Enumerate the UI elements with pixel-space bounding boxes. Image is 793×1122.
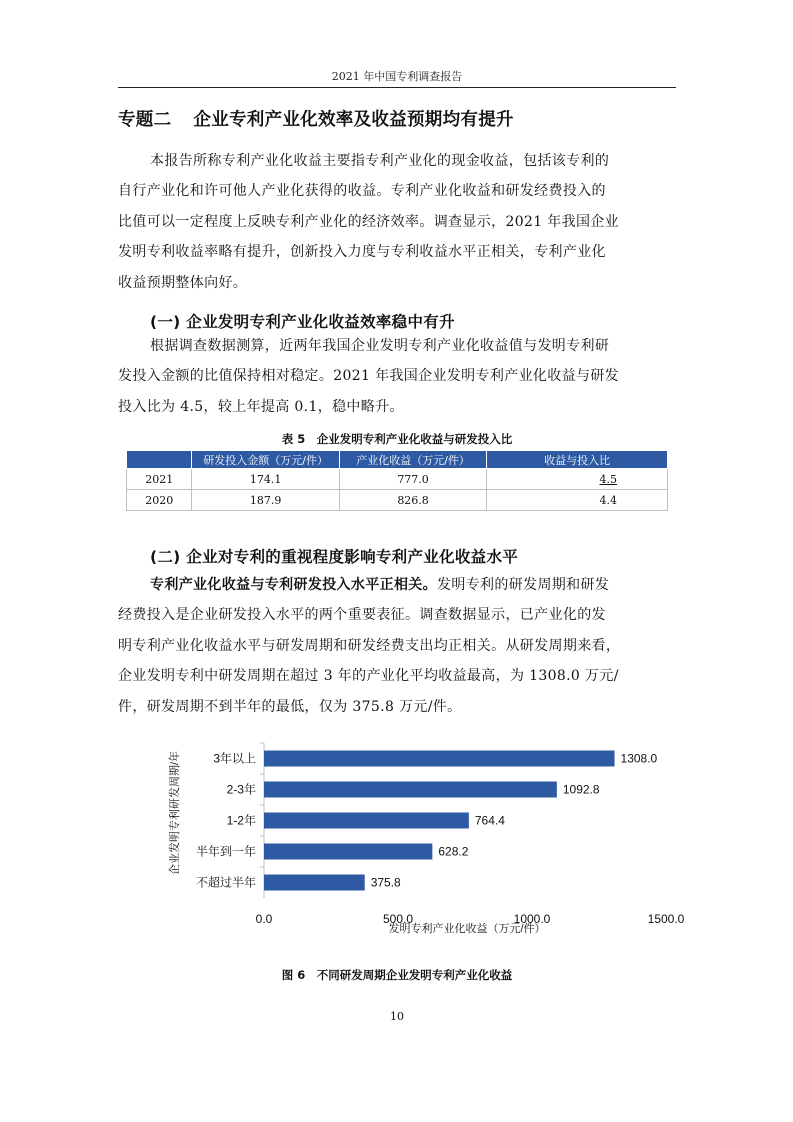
subsection-1-title: (一) 企业发明专利产业化收益效率稳中有升	[150, 313, 455, 331]
table-cell: 2021	[127, 469, 192, 490]
header-rule	[118, 87, 676, 88]
category-label: 1-2年	[226, 813, 256, 828]
bar-chart	[150, 735, 710, 950]
x-tick-label: 0.0	[255, 912, 273, 926]
paragraph-line: 件，研发周期不到半年的最低，仅为 375.8 万元/件。	[118, 698, 462, 715]
x-tick-label: 1000.0	[513, 912, 551, 926]
table-cell: 174.1	[192, 469, 339, 490]
paragraph-line: 投入比为 4.5，较上年提高 0.1，稳中略升。	[118, 398, 404, 415]
paragraph-line: 企业发明专利中研发周期在超过 3 年的产业化平均收益最高，为 1308.0 万元/	[118, 668, 619, 685]
value-label: 1092.8	[562, 782, 600, 797]
x-tick-label: 500.0	[382, 912, 414, 926]
intro-line: 自行产业化和许可他人产业化获得的收益。专利产业化收益和研发经费投入的	[118, 183, 606, 200]
table-row	[127, 469, 668, 490]
table-cell	[487, 469, 668, 490]
table-header-cell: 研发投入金额（万元/件）	[192, 451, 339, 469]
category-label: 3年以上	[213, 751, 256, 766]
value-label: 1308.0	[620, 751, 658, 766]
section-title	[118, 106, 514, 131]
subsection-1-paragraph	[118, 331, 676, 422]
table-cell: 187.9	[192, 490, 339, 511]
table-cell: 4.4	[487, 490, 668, 511]
intro-line: 比值可以一定程度上反映专利产业化的经济效率。调查显示，2021 年我国企业	[118, 213, 620, 230]
intro-line: 发明专利收益率略有提升，创新投入力度与专利收益水平正相关，专利产业化	[118, 244, 606, 261]
table-cell: 777.0	[339, 469, 486, 490]
table-header-cell: 收益与投入比	[487, 451, 668, 469]
paragraph-line: 根据调查数据测算，近两年我国企业发明专利产业化收益值与发明专利研	[150, 338, 610, 354]
bar	[264, 844, 432, 860]
intro-paragraph	[118, 146, 676, 298]
subsection-2-title: (二) 企业对专利的重视程度影响专利产业化收益水平	[150, 548, 519, 566]
running-header: 2021 年中国专利调查报告	[331, 70, 463, 83]
subsection-2-paragraph	[118, 570, 676, 722]
paragraph-text: 发明专利的研发周期和研发	[437, 577, 610, 593]
bar	[264, 782, 557, 798]
chart-plot-area	[196, 743, 685, 926]
page-number: 10	[390, 1010, 404, 1023]
section-title-text: 企业专利产业化效率及收益预期均有提升	[193, 110, 514, 130]
table-header-cell: 产业化收益（万元/件）	[339, 451, 486, 469]
table-row	[127, 490, 668, 511]
lead-sentence: 专利产业化收益与专利研发投入水平正相关。	[150, 577, 437, 593]
category-label: 不超过半年	[195, 875, 256, 890]
value-label: 628.2	[438, 844, 469, 859]
value-label: 375.8	[370, 875, 401, 890]
paragraph-line: 明专利产业化收益水平与研发周期和研发经费支出均正相关。从研发周期来看，	[118, 637, 621, 654]
bar	[264, 875, 365, 891]
paragraph-line	[118, 570, 676, 600]
intro-line: 收益预期整体向好。	[118, 274, 248, 291]
intro-line: 本报告所称专利产业化收益主要指专利产业化的现金收益，包括该专利的	[150, 153, 610, 169]
ratio-value: 4.5	[599, 472, 617, 486]
x-tick-label: 1500.0	[647, 912, 685, 926]
bar	[264, 751, 615, 767]
category-label: 2-3年	[226, 782, 256, 797]
table-header-cell	[127, 451, 192, 469]
table-header-row	[127, 451, 668, 469]
table-cell: 826.8	[339, 490, 486, 511]
value-label: 764.4	[474, 813, 505, 828]
y-axis-label: 企业发明专利研发周期/年	[169, 750, 181, 876]
bar	[264, 813, 469, 829]
figure-caption: 图 6 不同研发周期企业发明专利产业化收益	[281, 968, 513, 982]
section-title-label: 专题二	[118, 110, 172, 130]
table-cell: 2020	[127, 490, 192, 511]
paragraph-line: 经费投入是企业研发投入水平的两个重要表征。调查数据显示，已产业化的发	[118, 607, 606, 624]
category-label: 半年到一年	[195, 844, 256, 859]
x-axis-label: 发明专利产业化收益（万元/件）	[388, 923, 546, 935]
data-table	[126, 450, 668, 511]
paragraph-line: 发投入金额的比值保持相对稳定。2021 年我国企业发明专利产业化收益与研发	[118, 368, 620, 385]
table-caption: 表 5 企业发明专利产业化收益与研发投入比	[281, 432, 513, 446]
